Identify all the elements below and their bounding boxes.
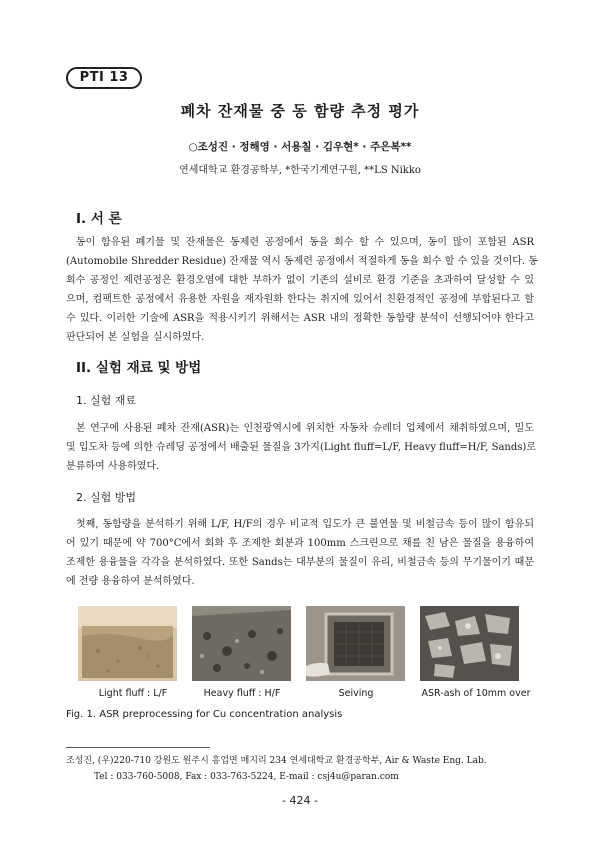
- seiving-photo: [306, 606, 405, 681]
- photo-caption: ASR-ash of 10mm over: [421, 688, 531, 699]
- subsection-2-paragraph: [66, 515, 534, 591]
- paragraph-line: (Automobile Shredder Residue) 잔재물 역시 동제련 공정에서 적절하게 동을 회수 할 수 있을 것이다. 동: [66, 256, 538, 267]
- paragraph-line: 첫째, 동함량을 분석하기 위해 L/F, H/F의 경우 비교적 입도가 큰 불연물 및 비철금속 등이 많이 함유되: [76, 519, 534, 530]
- photo-caption: Light fluff : L/F: [98, 688, 168, 699]
- asr-ash-photo: [420, 606, 519, 681]
- paragraph-line: 조제한 용융물을 각각을 분석하였다. 또한 Sands는 대부분의 물질이 유리, 비철금속 등의 무기물이기 때문: [66, 557, 534, 568]
- paragraph-line: 수 있다. 이러한 기술에 ASR을 적용시키기 위해서는 ASR 내의 정확한 동함량 분석이 선행되어야 한다고: [66, 313, 534, 324]
- paragraph-line: 동이 함유된 폐기물 및 잔재물은 동제련 공정에서 동을 회수 할 수 있으며, 동이 많이 포함된 ASR: [76, 237, 534, 248]
- paper-title: 폐차 잔재물 중 동 함량 추정 평가: [180, 102, 420, 120]
- footnote-contact: Tel : 033-760-5008, Fax : 033-763-5224, E-mail : csj4u@paran.com: [94, 772, 399, 782]
- subsection-1-paragraph: [66, 419, 534, 476]
- light-fluff-photo: [78, 606, 177, 681]
- paragraph-line: 어 있기 때문에 약 700°C에서 회화 후 조제한 회분과 100mm 스크린으로 채를 친 남은 물질을 용융하여: [66, 538, 534, 549]
- paragraph-line: 분류하여 사용하였다.: [66, 461, 160, 472]
- subsection-2-heading: 2. 실험 방법: [76, 491, 136, 504]
- paragraph-line: 회수 공정인 제련공정은 환경오염에 대한 부하가 없이 기존의 설비로 환경 기준을 초과하여 달성할 수 있: [66, 275, 534, 286]
- paragraph-line: 판단되어 본 실험을 실시하였다.: [66, 332, 205, 343]
- photo-caption: Seiving: [338, 688, 374, 699]
- heavy-fluff-photo: [192, 606, 291, 681]
- subsection-1-heading: 1. 실험 재료: [76, 394, 136, 407]
- paragraph-line: 및 입도차 등에 의한 슈레딩 공정에서 배출된 물질을 3가지(Light fluff=L/F, Heavy fluff=H/F, Sands)로: [66, 442, 536, 453]
- section-1-heading: I. 서 론: [76, 211, 122, 227]
- page-number: - 424 -: [282, 794, 318, 807]
- paragraph-line: 본 연구에 사용된 폐차 잔재(ASR)는 인천광역시에 위치한 자동차 슈레더 업체에서 채취하였으며, 밀도: [76, 423, 534, 434]
- figure-caption: Fig. 1. ASR preprocessing for Cu concentration analysis: [66, 709, 343, 720]
- session-badge: PTI 13: [66, 67, 142, 89]
- footnote-address: 조성진, (우)220-710 강원도 원주시 흥업면 매지리 234 연세대학교 환경공학부, Air & Waste Eng. Lab.: [66, 756, 487, 766]
- footnote-rule: [66, 747, 210, 748]
- affiliation: 연세대학교 환경공학부, *한국기계연구원, **LS Nikko: [179, 165, 421, 176]
- paragraph-line: 으며, 컴팩트한 공정에서 유용한 자원을 재자원화 한다는 취지에 있어서 친환경적인 공정에 부합된다고 할: [66, 294, 534, 305]
- author-list: ○조성진 · 정해영 · 서용칠 · 김우현* · 주은복**: [188, 141, 412, 153]
- paragraph-line: 에 전량 용융하여 분석하였다.: [66, 576, 195, 587]
- section-2-heading: II. 실험 재료 및 방법: [76, 360, 202, 376]
- section-1-paragraph: [66, 233, 538, 347]
- photo-caption: Heavy fluff : H/F: [203, 688, 281, 699]
